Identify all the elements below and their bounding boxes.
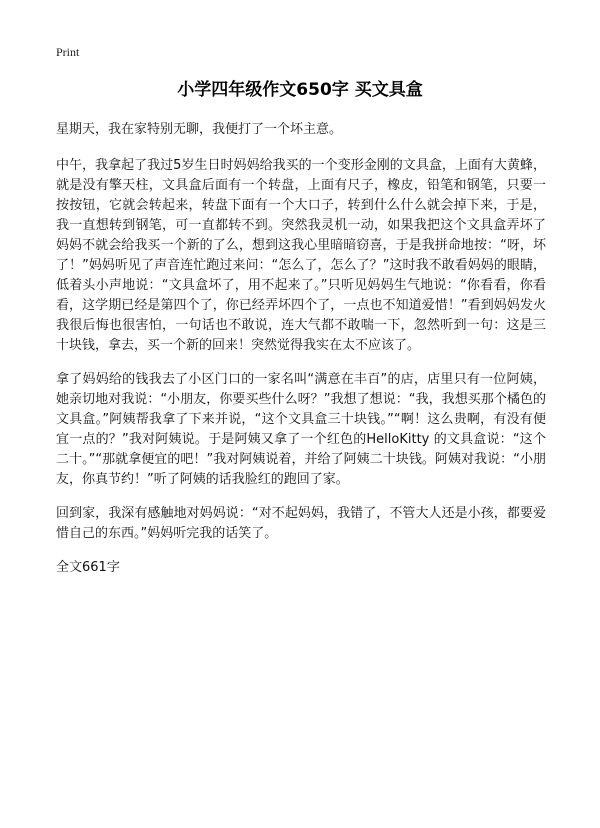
article-paragraph: 拿了妈妈给的钱我去了小区门口的一家名叫“满意在丰百”的店，店里只有一位阿姨，她亲切地对我说：“小朋友，你要买些什么呀？”我想了想说：“我，我想买那个橘色的文具盒。”阿姨帮我拿了下来并说，“这个文具盒三十块钱。”“啊！这么贵啊，有没有便宜一点的？”我对阿姨说。于是阿姨又拿了一个红色的HelloKitty 的文具盒说：“这个二十。”“那就拿便宜的吧！”我对阿姨说着，并给了阿姨二十块钱。阿姨对我说：“小朋友，你真节约！”听了阿姨的话我脸红的跑回了家。 — [56, 372, 546, 487]
word-count: 全文661字 — [56, 560, 120, 575]
article-paragraph: 中午，我拿起了我过5岁生日时妈妈给我买的一个变形金刚的文具盒，上面有大黄蜂，就是没有擎天柱，文具盒后面有一个转盘，上面有尺子，橡皮，铅笔和钢笔，只要一按按钮，它就会转起来，转盘下面有一个大口子，转到什么什么就会掉下来，于是，我一直想转到钢笔，可一直都转不到。突然我灵机一动，如果我把这个文具盒弄坏了妈妈不就会给我买一个新的了么，想到这我心里暗暗窃喜，于是我拼命地按：“呀，坏了！”妈妈听见了声音连忙跑过来问：“怎么了，怎么了？”这时我不敢看妈妈的眼睛，低着头小声地说：“文具盒坏了，用不起来了。”只听见妈妈生气地说：“你看看，你看看，这学期已经是第四个了，你已经弄坏四个了，一点也不知道爱惜！”看到妈妈发火我很后悔也很害怕，一句话也不敢说，连大气都不敢喘一下，忽然听到一句：这是三十块钱，拿去，买一个新的回来！突然觉得我实在太不应该了。 — [56, 158, 546, 353]
article-body — [56, 120, 546, 578]
print-link[interactable]: Print — [56, 45, 80, 59]
article-title: 小学四年级作文650字 买文具盒 — [177, 80, 423, 100]
article-paragraph: 回到家，我深有感触地对妈妈说：“对不起妈妈，我错了，不管大人还是小孩，都要爱惜自己的东西。”妈妈听完我的话笑了。 — [56, 506, 546, 541]
article-paragraph: 星期天，我在家特别无聊，我便打了一个坏主意。 — [56, 122, 343, 137]
